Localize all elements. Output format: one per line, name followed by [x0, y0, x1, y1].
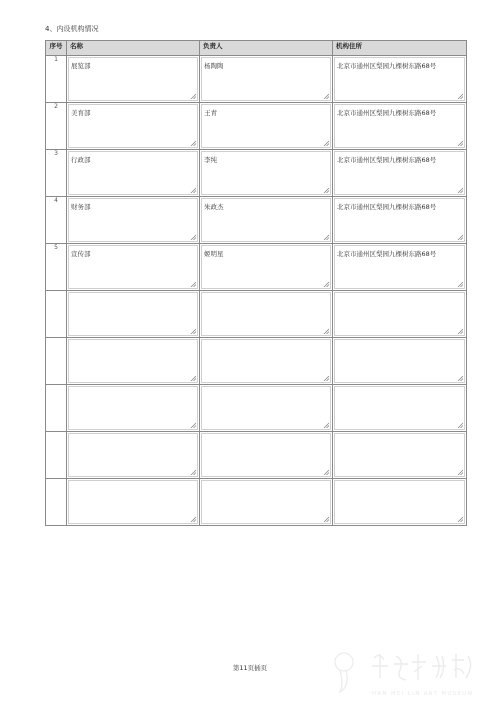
- name-textarea[interactable]: [68, 433, 198, 477]
- table-row: [46, 291, 467, 338]
- cell-address: [333, 150, 467, 197]
- resize-grip-icon[interactable]: [190, 516, 196, 522]
- resize-grip-icon[interactable]: [457, 516, 463, 522]
- head-textarea[interactable]: [201, 292, 331, 336]
- cell-name: [67, 432, 200, 479]
- resize-grip-icon[interactable]: [323, 328, 329, 334]
- resize-grip-icon[interactable]: [457, 469, 463, 475]
- resize-grip-icon[interactable]: [190, 187, 196, 193]
- head-textarea[interactable]: [201, 198, 331, 242]
- head-value: 朱政杰: [204, 203, 224, 211]
- cell-address: [333, 432, 467, 479]
- name-textarea[interactable]: [68, 151, 198, 195]
- address-textarea[interactable]: [334, 386, 465, 430]
- address-value: 北京市通州区梨园九棵树东路68号: [337, 62, 437, 70]
- cell-name: [67, 244, 200, 291]
- row-index: 3: [46, 150, 67, 197]
- resize-grip-icon[interactable]: [323, 469, 329, 475]
- head-value: 李纯: [204, 156, 217, 164]
- table-row: [46, 479, 467, 526]
- row-index: [46, 432, 67, 479]
- header-head: 负责人: [200, 41, 333, 56]
- cell-head: [200, 432, 333, 479]
- resize-grip-icon[interactable]: [457, 422, 463, 428]
- header-name: 名称: [67, 41, 200, 56]
- head-textarea[interactable]: [201, 151, 331, 195]
- cell-head: [200, 244, 333, 291]
- header-index: 序号: [46, 41, 67, 56]
- resize-grip-icon[interactable]: [457, 375, 463, 381]
- resize-grip-icon[interactable]: [190, 375, 196, 381]
- cell-name: [67, 479, 200, 526]
- address-textarea[interactable]: [334, 57, 465, 101]
- resize-grip-icon[interactable]: [457, 93, 463, 99]
- table-row: [46, 103, 467, 150]
- cell-head: [200, 197, 333, 244]
- address-textarea[interactable]: [334, 198, 465, 242]
- institution-table: [45, 40, 467, 526]
- cell-address: [333, 291, 467, 338]
- resize-grip-icon[interactable]: [457, 187, 463, 193]
- row-index: 5: [46, 244, 67, 291]
- resize-grip-icon[interactable]: [190, 281, 196, 287]
- address-textarea[interactable]: [334, 339, 465, 383]
- table-row: [46, 244, 467, 291]
- cell-name: [67, 291, 200, 338]
- resize-grip-icon[interactable]: [190, 422, 196, 428]
- cell-head: [200, 479, 333, 526]
- resize-grip-icon[interactable]: [323, 281, 329, 287]
- resize-grip-icon[interactable]: [323, 516, 329, 522]
- address-value: 北京市通州区梨园九棵树东路68号: [337, 156, 437, 164]
- name-textarea[interactable]: [68, 339, 198, 383]
- resize-grip-icon[interactable]: [190, 469, 196, 475]
- head-textarea[interactable]: [201, 433, 331, 477]
- cell-head: [200, 103, 333, 150]
- head-textarea[interactable]: [201, 386, 331, 430]
- cell-address: [333, 197, 467, 244]
- address-textarea[interactable]: [334, 245, 465, 289]
- museum-logo-watermark: [332, 640, 492, 700]
- page-footer: 第11页插页: [232, 664, 268, 672]
- resize-grip-icon[interactable]: [457, 234, 463, 240]
- address-value: 北京市通州区梨园九棵树东路68号: [337, 203, 437, 211]
- resize-grip-icon[interactable]: [457, 328, 463, 334]
- cell-head: [200, 56, 333, 103]
- head-textarea[interactable]: [201, 339, 331, 383]
- resize-grip-icon[interactable]: [323, 140, 329, 146]
- address-textarea[interactable]: [334, 480, 465, 524]
- table-row: [46, 197, 467, 244]
- svg-text:HAN MEI LIN ART MUSEUM: HAN MEI LIN ART MUSEUM: [372, 691, 474, 697]
- head-value: 王青: [204, 109, 217, 117]
- address-textarea[interactable]: [334, 433, 465, 477]
- row-index: [46, 291, 67, 338]
- resize-grip-icon[interactable]: [190, 234, 196, 240]
- cell-address: [333, 338, 467, 385]
- address-value: 北京市通州区梨园九棵树东路68号: [337, 109, 437, 117]
- cell-address: [333, 244, 467, 291]
- head-value: 杨陶陶: [204, 62, 224, 70]
- cell-address: [333, 103, 467, 150]
- row-index: [46, 338, 67, 385]
- table-header-row: [46, 41, 467, 56]
- table-row: [46, 432, 467, 479]
- resize-grip-icon[interactable]: [457, 140, 463, 146]
- table-row: [46, 385, 467, 432]
- name-value: 美育部: [71, 109, 91, 117]
- row-index: 2: [46, 103, 67, 150]
- name-textarea[interactable]: [68, 198, 198, 242]
- name-textarea[interactable]: [68, 104, 198, 148]
- head-textarea[interactable]: [201, 104, 331, 148]
- cell-head: [200, 338, 333, 385]
- row-index: [46, 385, 67, 432]
- address-value: 北京市通州区梨园九棵树东路68号: [337, 250, 437, 258]
- row-index: 4: [46, 197, 67, 244]
- cell-name: [67, 385, 200, 432]
- cell-address: [333, 479, 467, 526]
- table-row: [46, 56, 467, 103]
- table-row: [46, 338, 467, 385]
- name-textarea[interactable]: [68, 245, 198, 289]
- cell-head: [200, 150, 333, 197]
- section-title: 4、内设机构情况: [45, 25, 99, 33]
- address-textarea[interactable]: [334, 104, 465, 148]
- cell-head: [200, 385, 333, 432]
- row-index: [46, 479, 67, 526]
- cell-head: [200, 291, 333, 338]
- resize-grip-icon[interactable]: [323, 187, 329, 193]
- header-address: 机构住所: [333, 41, 467, 56]
- address-textarea[interactable]: [334, 151, 465, 195]
- resize-grip-icon[interactable]: [457, 281, 463, 287]
- cell-name: [67, 56, 200, 103]
- name-textarea[interactable]: [68, 292, 198, 336]
- name-value: 展览部: [71, 62, 91, 70]
- cell-name: [67, 197, 200, 244]
- table-row: [46, 150, 467, 197]
- cell-name: [67, 150, 200, 197]
- resize-grip-icon[interactable]: [323, 422, 329, 428]
- head-value: 姬明星: [204, 250, 224, 258]
- head-textarea[interactable]: [201, 480, 331, 524]
- address-textarea[interactable]: [334, 292, 465, 336]
- resize-grip-icon[interactable]: [190, 140, 196, 146]
- resize-grip-icon[interactable]: [323, 93, 329, 99]
- row-index: 1: [46, 56, 67, 103]
- name-textarea[interactable]: [68, 386, 198, 430]
- cell-address: [333, 56, 467, 103]
- name-value: 行政部: [71, 156, 91, 164]
- cell-name: [67, 103, 200, 150]
- name-value: 财务部: [71, 203, 91, 211]
- head-textarea[interactable]: [201, 245, 331, 289]
- head-textarea[interactable]: [201, 57, 331, 101]
- cell-name: [67, 338, 200, 385]
- name-textarea[interactable]: [68, 57, 198, 101]
- name-value: 宣传部: [71, 250, 91, 258]
- resize-grip-icon[interactable]: [190, 93, 196, 99]
- resize-grip-icon[interactable]: [190, 328, 196, 334]
- name-textarea[interactable]: [68, 480, 198, 524]
- resize-grip-icon[interactable]: [323, 234, 329, 240]
- resize-grip-icon[interactable]: [323, 375, 329, 381]
- cell-address: [333, 385, 467, 432]
